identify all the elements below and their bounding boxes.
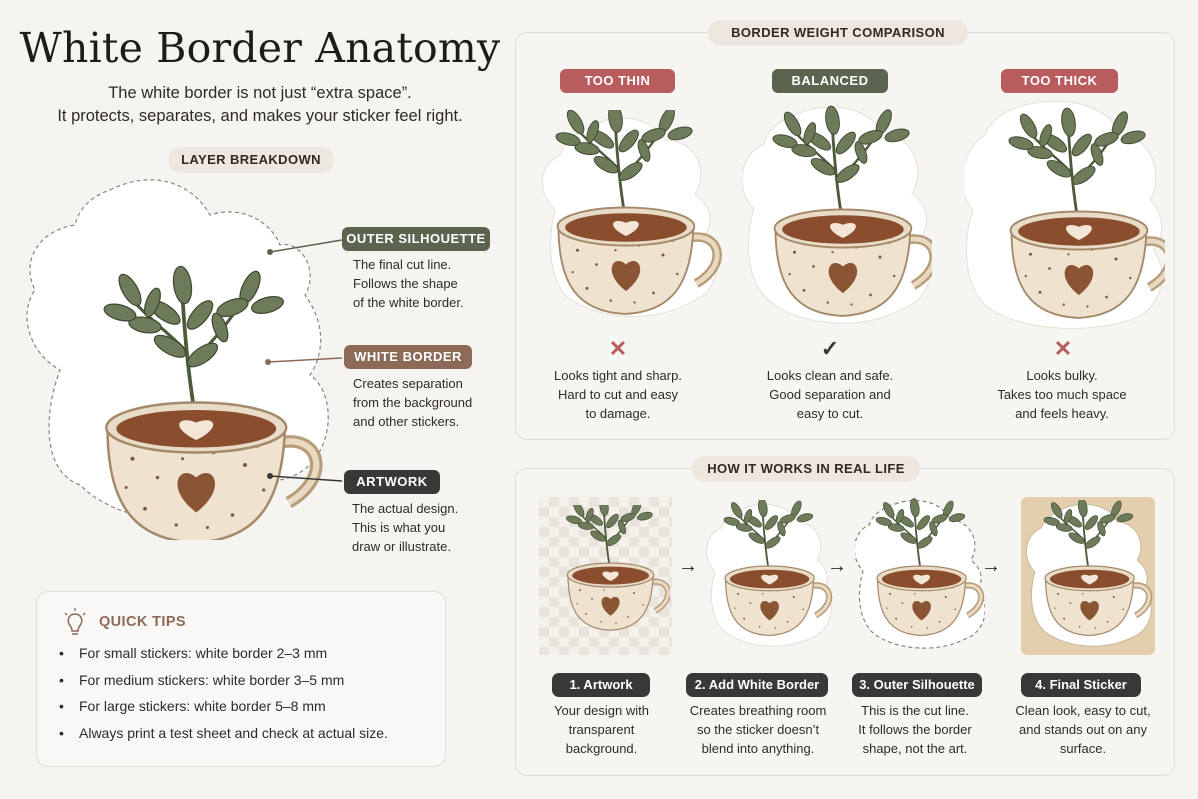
sticker-balanced <box>742 104 932 329</box>
desc-line: so the sticker doesn’t <box>696 722 820 737</box>
step1-desc <box>530 701 673 758</box>
desc-line: transparent <box>568 722 635 737</box>
page-title: White Border Anatomy <box>19 24 501 72</box>
tag-artwork: ARTWORK <box>344 470 440 494</box>
desc-line: to damage. <box>585 406 651 421</box>
comparison-heading: BORDER WEIGHT COMPARISON <box>708 20 968 46</box>
step3-desc <box>840 701 990 758</box>
outer-silhouette-desc <box>353 255 464 312</box>
step3-cut-line-sticker <box>855 498 985 658</box>
desc-line: This is what you <box>352 520 446 535</box>
tag-balanced: BALANCED <box>772 69 888 93</box>
tag-too-thick: TOO THICK <box>1001 69 1118 93</box>
step-tag-final-sticker: 4. Final Sticker <box>1021 673 1141 697</box>
subtitle-line-1: The white border is not just “extra space”. <box>108 84 412 102</box>
desc-line: shape, not the art. <box>862 741 968 756</box>
sticker-too-thin <box>535 110 725 325</box>
quick-tips-list <box>59 640 388 746</box>
desc-line: Creates separation <box>353 376 463 391</box>
tag-too-thin: TOO THIN <box>560 69 675 93</box>
step2-desc <box>682 701 834 758</box>
arrow-icon: → <box>827 555 847 577</box>
desc-line: background. <box>565 741 638 756</box>
x-mark-icon: ✕ <box>608 336 628 361</box>
desc-line: Takes too much space <box>997 387 1127 402</box>
tag-white-border: WHITE BORDER <box>344 345 472 369</box>
quick-tips-panel <box>36 591 446 767</box>
desc-line: Follows the shape <box>353 276 458 291</box>
desc-line: This is the cut line. <box>861 703 969 718</box>
desc-line: surface. <box>1059 741 1107 756</box>
desc-line: easy to cut. <box>796 406 864 421</box>
lightbulb-icon <box>63 608 87 638</box>
tip-item: • For medium stickers: white border 3–5 mm <box>59 667 388 694</box>
desc-line: and stands out on any <box>1019 722 1147 737</box>
desc-line: blend into anything. <box>701 741 815 756</box>
quick-tips-heading: QUICK TIPS <box>99 614 186 630</box>
subtitle-line-2: It protects, separates, and makes your sticker feel right. <box>57 107 463 125</box>
tip-item: • Always print a test sheet and check at actual size. <box>59 720 388 747</box>
desc-line: Hard to cut and easy <box>558 387 678 402</box>
desc-line: and other stickers. <box>353 414 460 429</box>
desc-line: and feels heavy. <box>1015 406 1109 421</box>
arrow-icon: → <box>678 555 698 577</box>
desc-line: Good separation and <box>769 387 891 402</box>
tag-outer-silhouette: OUTER SILHOUETTE <box>342 227 490 251</box>
step-tag-outer-silhouette: 3. Outer Silhouette <box>852 673 982 697</box>
desc-line: draw or illustrate. <box>352 539 451 554</box>
desc-line: Looks tight and sharp. <box>554 368 682 383</box>
desc-line: It follows the border <box>858 722 972 737</box>
layer-breakdown-heading: LAYER BREAKDOWN <box>168 147 334 173</box>
artwork-desc <box>352 499 458 556</box>
too-thin-desc <box>532 366 704 423</box>
white-border-desc <box>353 374 472 431</box>
tip-item: • For large stickers: white border 5–8 mm <box>59 693 388 720</box>
arrow-icon: → <box>981 555 1001 577</box>
desc-line: Creates breathing room <box>689 703 827 718</box>
check-mark-icon: ✓ <box>820 336 840 361</box>
desc-line: of the white border. <box>353 295 464 310</box>
real-life-heading: HOW IT WORKS IN REAL LIFE <box>692 456 920 482</box>
step2-bordered-sticker <box>705 500 835 655</box>
desc-line: Looks clean and safe. <box>766 368 894 383</box>
balanced-desc <box>744 366 916 423</box>
step4-desc <box>1004 701 1162 758</box>
x-mark-icon: ✕ <box>1053 336 1073 361</box>
desc-line: Your design with <box>554 703 649 718</box>
step-tag-artwork: 1. Artwork <box>552 673 650 697</box>
desc-line: Clean look, easy to cut, <box>1015 703 1151 718</box>
step4-final-sticker <box>1025 500 1153 652</box>
step1-artwork <box>545 505 670 650</box>
desc-line: from the background <box>353 395 473 410</box>
too-thick-desc <box>976 366 1148 423</box>
desc-line: Looks bulky. <box>1026 368 1098 383</box>
layer-connectors <box>260 230 350 490</box>
tip-item: • For small stickers: white border 2–3 mm <box>59 640 388 667</box>
desc-line: The actual design. <box>352 501 459 516</box>
page-subtitle <box>0 82 520 128</box>
sticker-too-thick <box>965 100 1165 330</box>
step-tag-add-white-border: 2. Add White Border <box>686 673 828 697</box>
desc-line: The final cut line. <box>353 257 452 272</box>
